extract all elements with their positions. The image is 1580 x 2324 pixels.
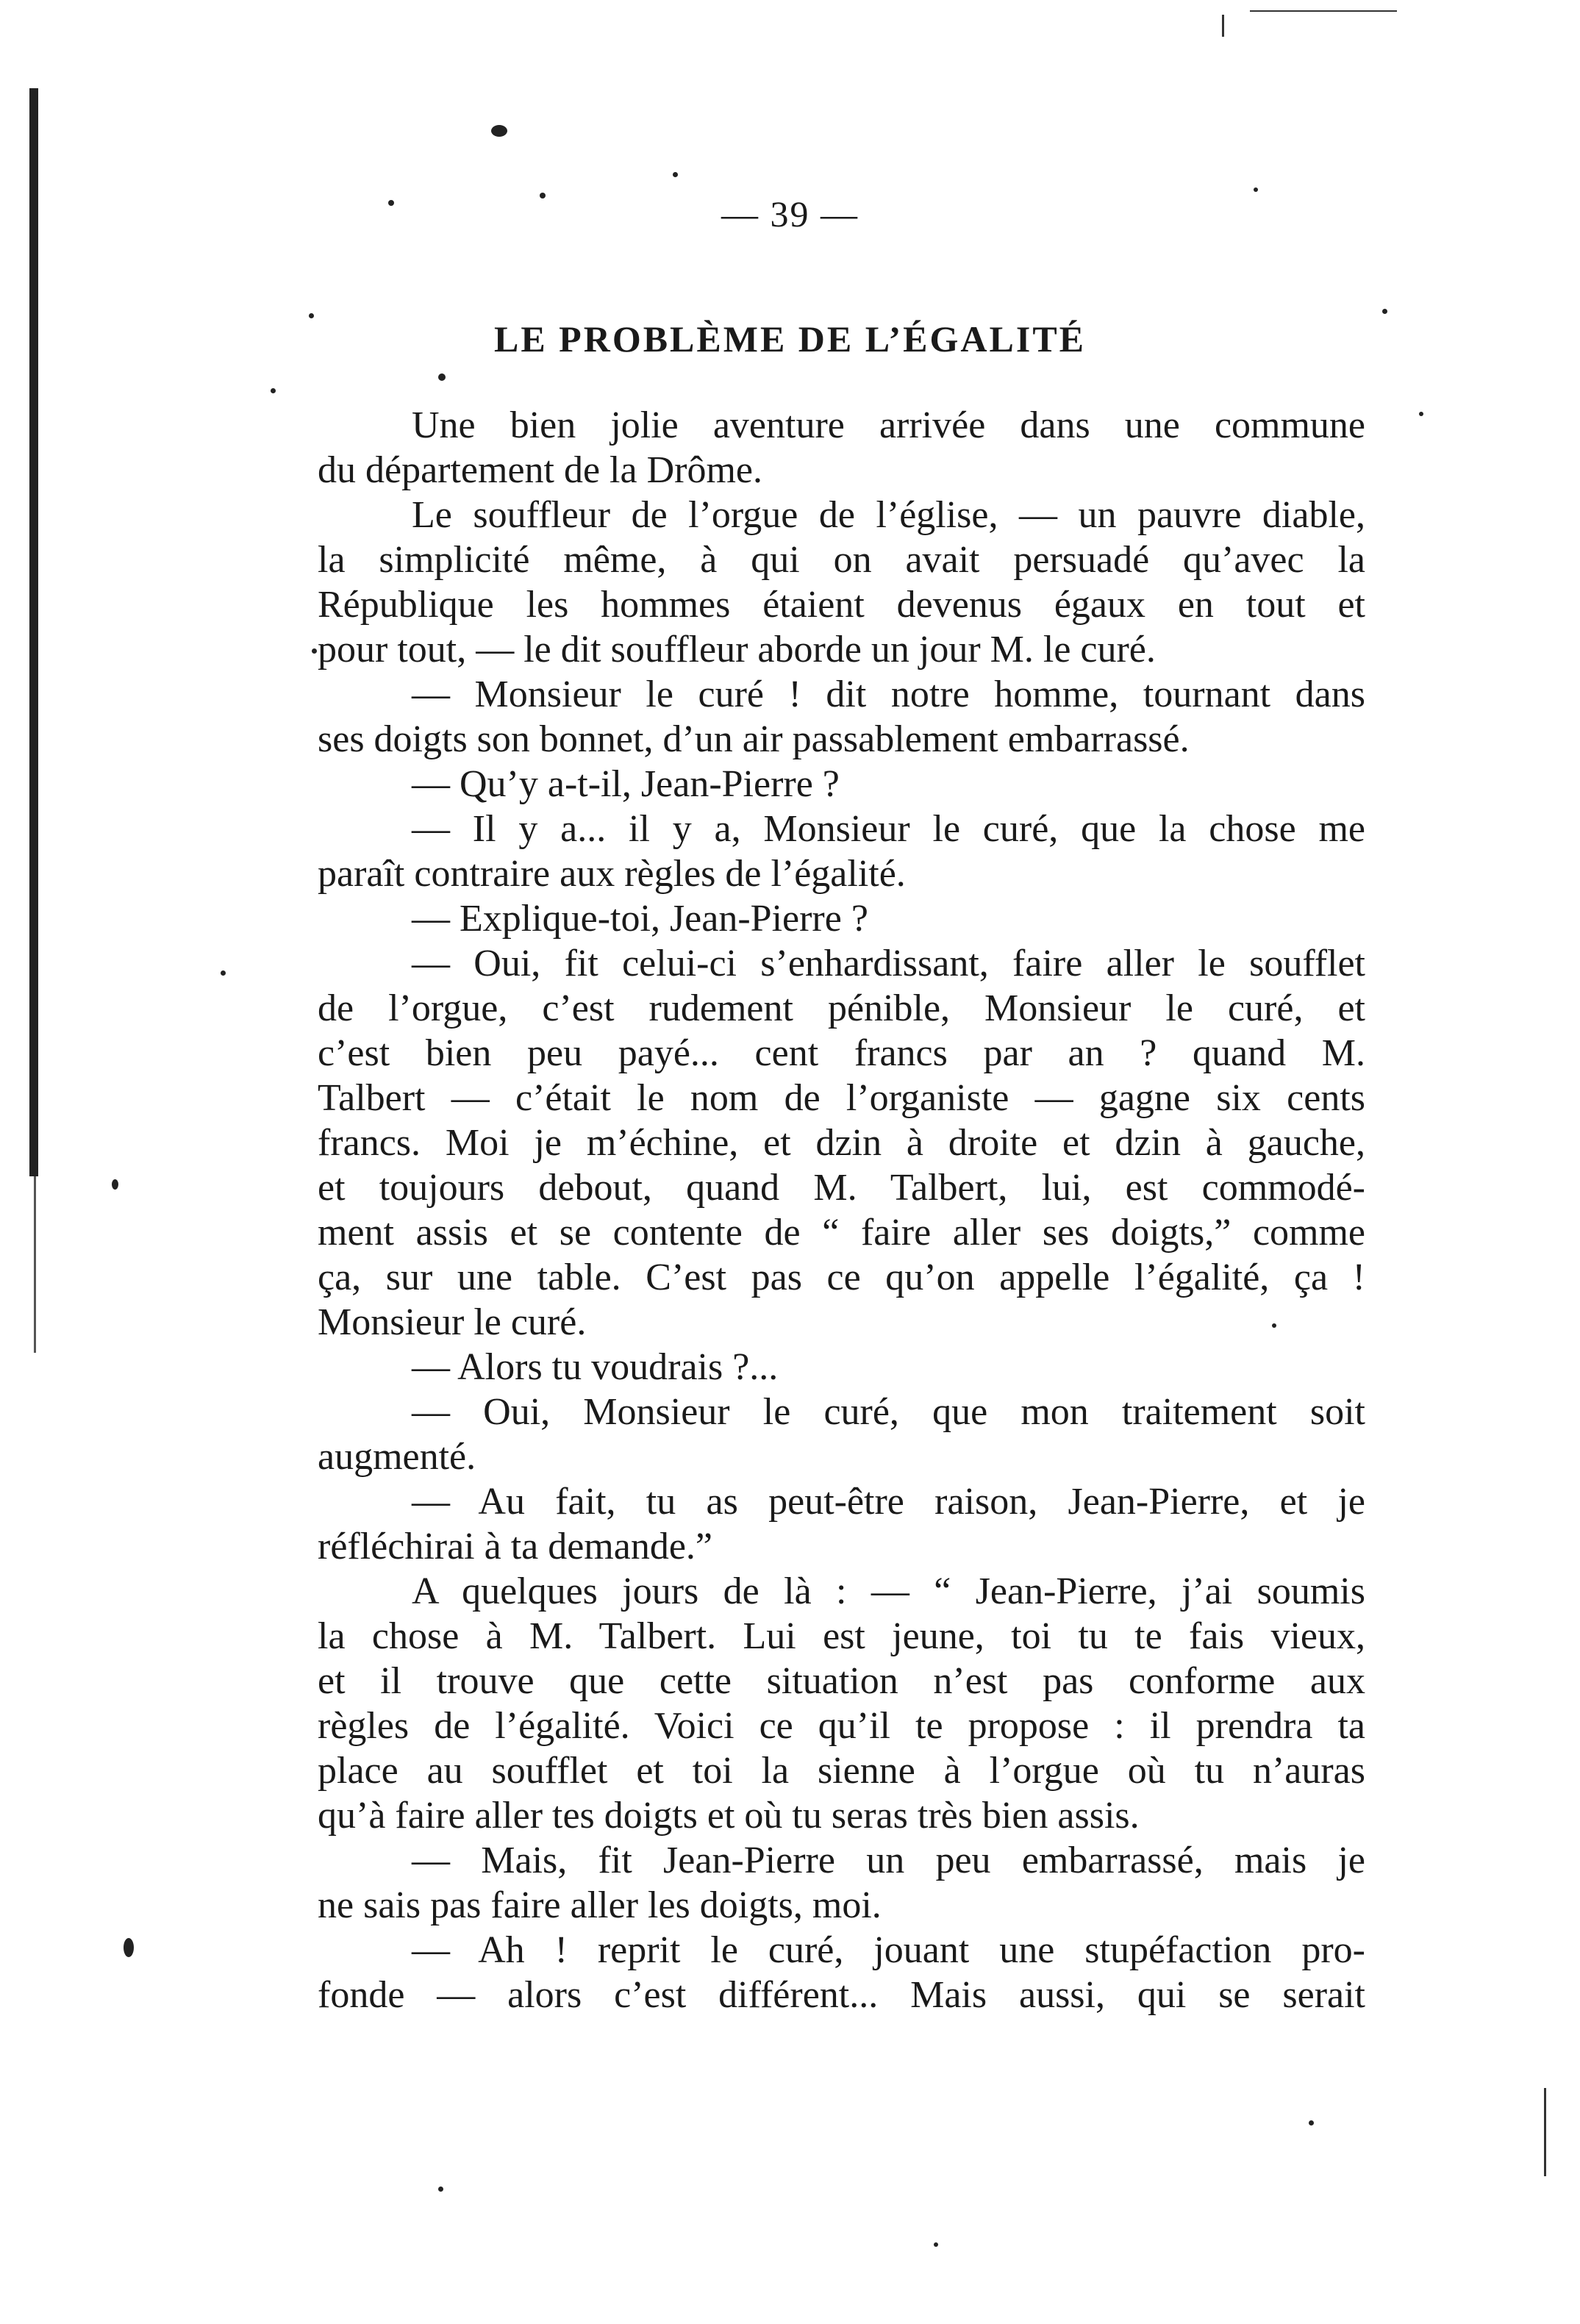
text-line: Monsieur le curé.	[318, 1301, 587, 1343]
text-line: c’est bien peu payé... cent francs par an ? quand M.	[318, 1032, 1365, 1074]
text-line: Talbert — c’était le nom de l’organiste — gagne six cents	[318, 1077, 1365, 1119]
scan-speck	[1419, 412, 1423, 416]
page-edge-line	[34, 1176, 36, 1353]
text-line: — Explique-toi, Jean-Pierre ?	[412, 898, 868, 940]
scan-speck	[438, 373, 446, 381]
text-line: Une bien jolie aventure arrivée dans une commune	[412, 404, 1365, 446]
text-line: de l’orgue, c’est rudement pénible, Monsieur le curé, et	[318, 987, 1365, 1029]
text-line: ça, sur une table. C’est pas ce qu’on appelle l’égalité, ça !	[318, 1256, 1365, 1298]
text-line: du département de la Drôme.	[318, 449, 762, 491]
text-line: et il trouve que cette situation n’est pas conforme aux	[318, 1660, 1365, 1702]
text-line: — Il y a... il y a, Monsieur le curé, que la chose me	[412, 808, 1365, 850]
text-line: règles de l’égalité. Voici ce qu’il te propose : il prendra ta	[318, 1705, 1365, 1747]
text-line: République les hommes étaient devenus égaux en tout et	[318, 584, 1365, 626]
body-text	[318, 403, 1365, 2017]
text-line: la chose à M. Talbert. Lui est jeune, toi tu te fais vieux,	[318, 1615, 1365, 1657]
text-line: ses doigts son bonnet, d’un air passablement embarrassé.	[318, 718, 1190, 760]
text-line: — Au fait, tu as peut-être raison, Jean-Pierre, et je	[412, 1481, 1365, 1523]
text-line: — Oui, fit celui-ci s’enhardissant, faire aller le soufflet	[412, 943, 1365, 984]
text-line: augmenté.	[318, 1436, 476, 1478]
text-line: Le souffleur de l’orgue de l’église, — un pauvre diable,	[412, 494, 1365, 536]
text-line: et toujours debout, quand M. Talbert, lui, est commodé-	[318, 1167, 1365, 1209]
text-line: fonde — alors c’est différent... Mais aussi, qui se serait	[318, 1974, 1365, 2016]
text-line: — Mais, fit Jean-Pierre un peu embarrassé, mais je	[412, 1839, 1365, 1881]
page-number: — 39 —	[721, 193, 859, 235]
text-line: ne sais pas faire aller les doigts, moi.	[318, 1884, 882, 1926]
text-line: réfléchirai à ta demande.”	[318, 1526, 712, 1567]
text-line: pour tout, — le dit souffleur aborde un jour M. le curé.	[318, 629, 1156, 671]
text-line: — Alors tu voudrais ?...	[412, 1346, 779, 1388]
scan-speck	[271, 388, 276, 393]
scan-speck	[1309, 2120, 1314, 2125]
text-line: la simplicité même, à qui on avait persuadé qu’avec la	[318, 539, 1365, 581]
scan-mark	[1222, 15, 1224, 37]
chapter-title: LE PROBLÈME DE L’ÉGALITÉ	[493, 318, 1087, 360]
scan-speck	[1254, 187, 1258, 192]
scan-speck	[491, 125, 507, 137]
text-line: ment assis et se contente de “ faire aller ses doigts,” comme	[318, 1212, 1365, 1254]
text-line: — Ah ! reprit le curé, jouant une stupéfaction pro-	[412, 1929, 1365, 1971]
scan-speck	[221, 970, 226, 976]
text-line: — Qu’y a-t-il, Jean-Pierre ?	[412, 763, 840, 805]
scan-speck	[438, 2187, 443, 2192]
text-line: place au soufflet et toi la sienne à l’orgue où tu n’auras	[318, 1750, 1365, 1792]
text-line: A quelques jours de là : — “ Jean-Pierre, j’ai soumis	[412, 1570, 1365, 1612]
text-line: — Monsieur le curé ! dit notre homme, tournant dans	[412, 673, 1365, 715]
scan-speck	[934, 2242, 938, 2247]
text-line: francs. Moi je m’échine, et dzin à droite et dzin à gauche,	[318, 1122, 1365, 1164]
scan-mark	[1250, 10, 1397, 12]
scan-speck	[112, 1179, 118, 1190]
page-edge-shadow	[29, 88, 38, 1176]
scan-speck	[1382, 309, 1387, 314]
scan-speck	[124, 1938, 134, 1957]
scan-mark	[1544, 2088, 1546, 2176]
text-line: qu’à faire aller tes doigts et où tu seras très bien assis.	[318, 1795, 1140, 1837]
text-line: — Oui, Monsieur le curé, que mon traitement soit	[412, 1391, 1365, 1433]
text-line: paraît contraire aux règles de l’égalité.	[318, 853, 906, 895]
scan-speck	[673, 172, 678, 177]
scan-speck	[312, 648, 317, 654]
